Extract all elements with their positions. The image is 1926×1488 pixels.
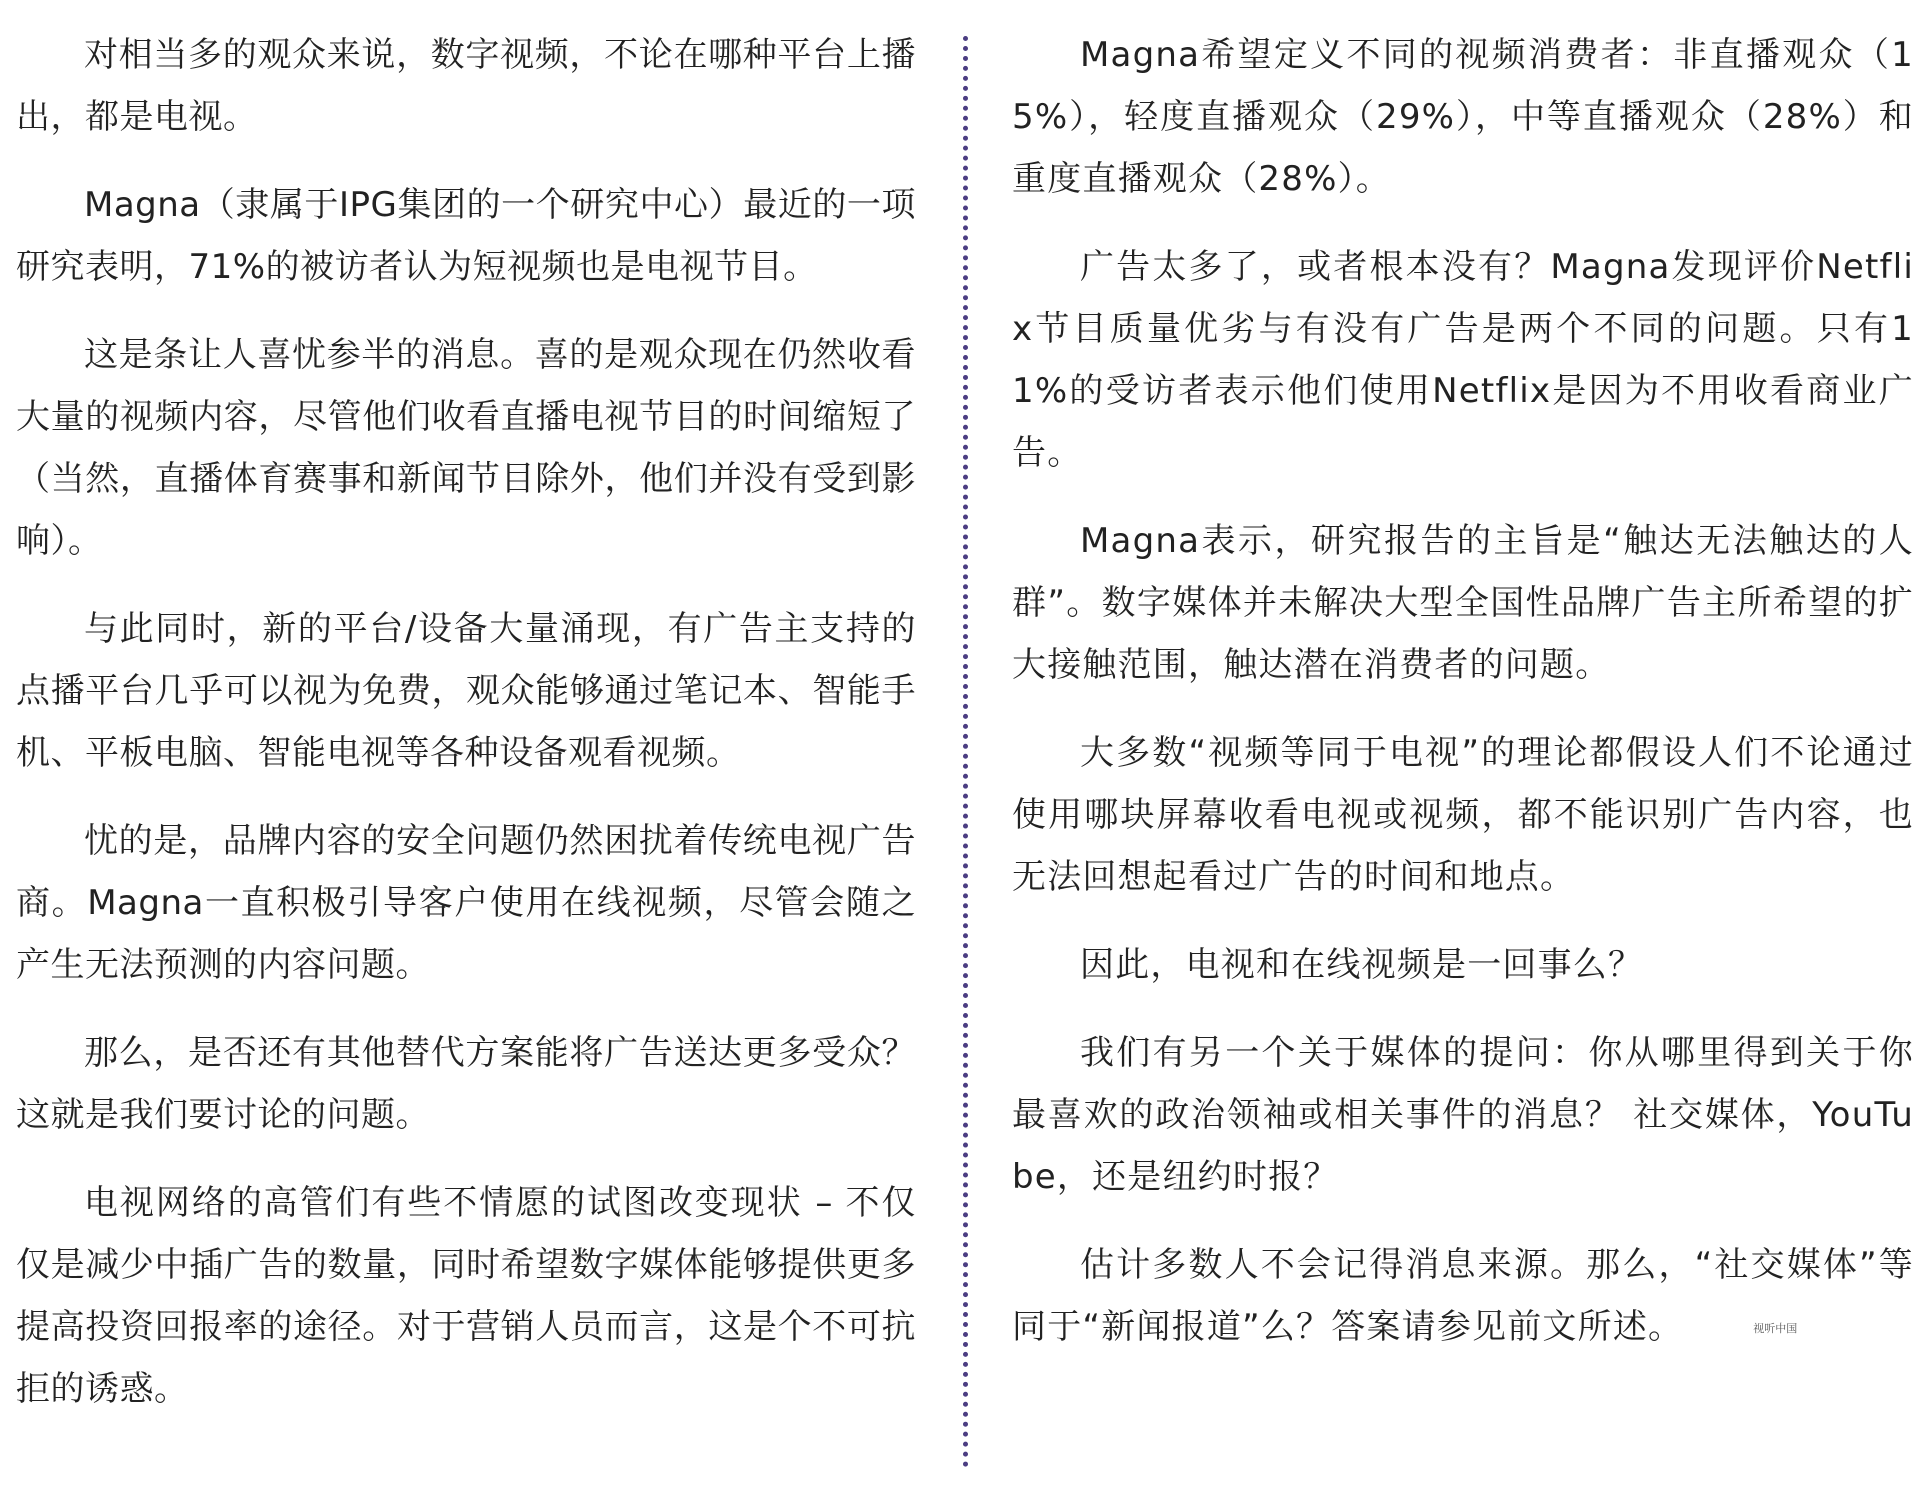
- right-paragraph-3: Magna表示，研究报告的主旨是“触达无法触达的人群”。数字媒体并未解决大型全国性品牌广告主所希望的扩大接触范围，触达潜在消费者的问题。: [1012, 521, 1914, 685]
- right-paragraph-7-text: 估计多数人不会记得消息来源。那么，“社交媒体”等同于“新闻报道”么？答案请参见前文所述。: [1012, 1245, 1914, 1347]
- right-column: [1012, 24, 1914, 1384]
- end-mark-logo: 视听中国: [1753, 1322, 1798, 1335]
- left-column: [16, 24, 916, 1446]
- right-paragraph-4: 大多数“视频等同于电视”的理论都假设人们不论通过使用哪块屏幕收看电视或视频，都不能识别广告内容，也无法回想起看过广告的时间和地点。: [1012, 733, 1914, 897]
- column-divider: [963, 36, 968, 1468]
- left-paragraph-1: 对相当多的观众来说，数字视频，不论在哪种平台上播出，都是电视。: [16, 35, 916, 137]
- right-paragraph-5: 因此，电视和在线视频是一回事么？: [1080, 945, 1644, 985]
- right-paragraph-7: [1012, 1234, 1914, 1358]
- left-paragraph-7: 电视网络的高管们有些不情愿的试图改变现状 – 不仅仅是减少中插广告的数量，同时希望数字媒体能够提供更多提高投资回报率的途径。对于营销人员而言，这是个不可抗拒的诱惑。: [16, 1183, 916, 1409]
- right-paragraph-2: 广告太多了，或者根本没有？Magna发现评价Netflix节目质量优劣与有没有广告是两个不同的问题。只有11%的受访者表示他们使用Netflix是因为不用收看商业广告。: [1012, 247, 1914, 473]
- right-paragraph-1: Magna希望定义不同的视频消费者：非直播观众（15%），轻度直播观众（29%），中等直播观众（28%）和重度直播观众（28%）。: [1012, 35, 1914, 199]
- left-paragraph-5: 忧的是，品牌内容的安全问题仍然困扰着传统电视广告商。Magna一直积极引导客户使用在线视频，尽管会随之产生无法预测的内容问题。: [16, 821, 916, 985]
- left-paragraph-6: 那么，是否还有其他替代方案能将广告送达更多受众？这就是我们要讨论的问题。: [16, 1033, 916, 1135]
- right-paragraph-6: 我们有另一个关于媒体的提问：你从哪里得到关于你最喜欢的政治领袖或相关事件的消息？ 社交媒体，YouTube，还是纽约时报？: [1012, 1033, 1914, 1197]
- left-paragraph-4: 与此同时，新的平台/设备大量涌现，有广告主支持的点播平台几乎可以视为免费，观众能够通过笔记本、智能手机、平板电脑、智能电视等各种设备观看视频。: [16, 609, 916, 773]
- left-paragraph-3: 这是条让人喜忧参半的消息。喜的是观众现在仍然收看大量的视频内容，尽管他们收看直播电视节目的时间缩短了（当然，直播体育赛事和新闻节目除外，他们并没有受到影响）。: [16, 335, 916, 561]
- left-paragraph-2: Magna（隶属于IPG集团的一个研究中心）最近的一项研究表明，71%的被访者认为短视频也是电视节目。: [16, 185, 916, 287]
